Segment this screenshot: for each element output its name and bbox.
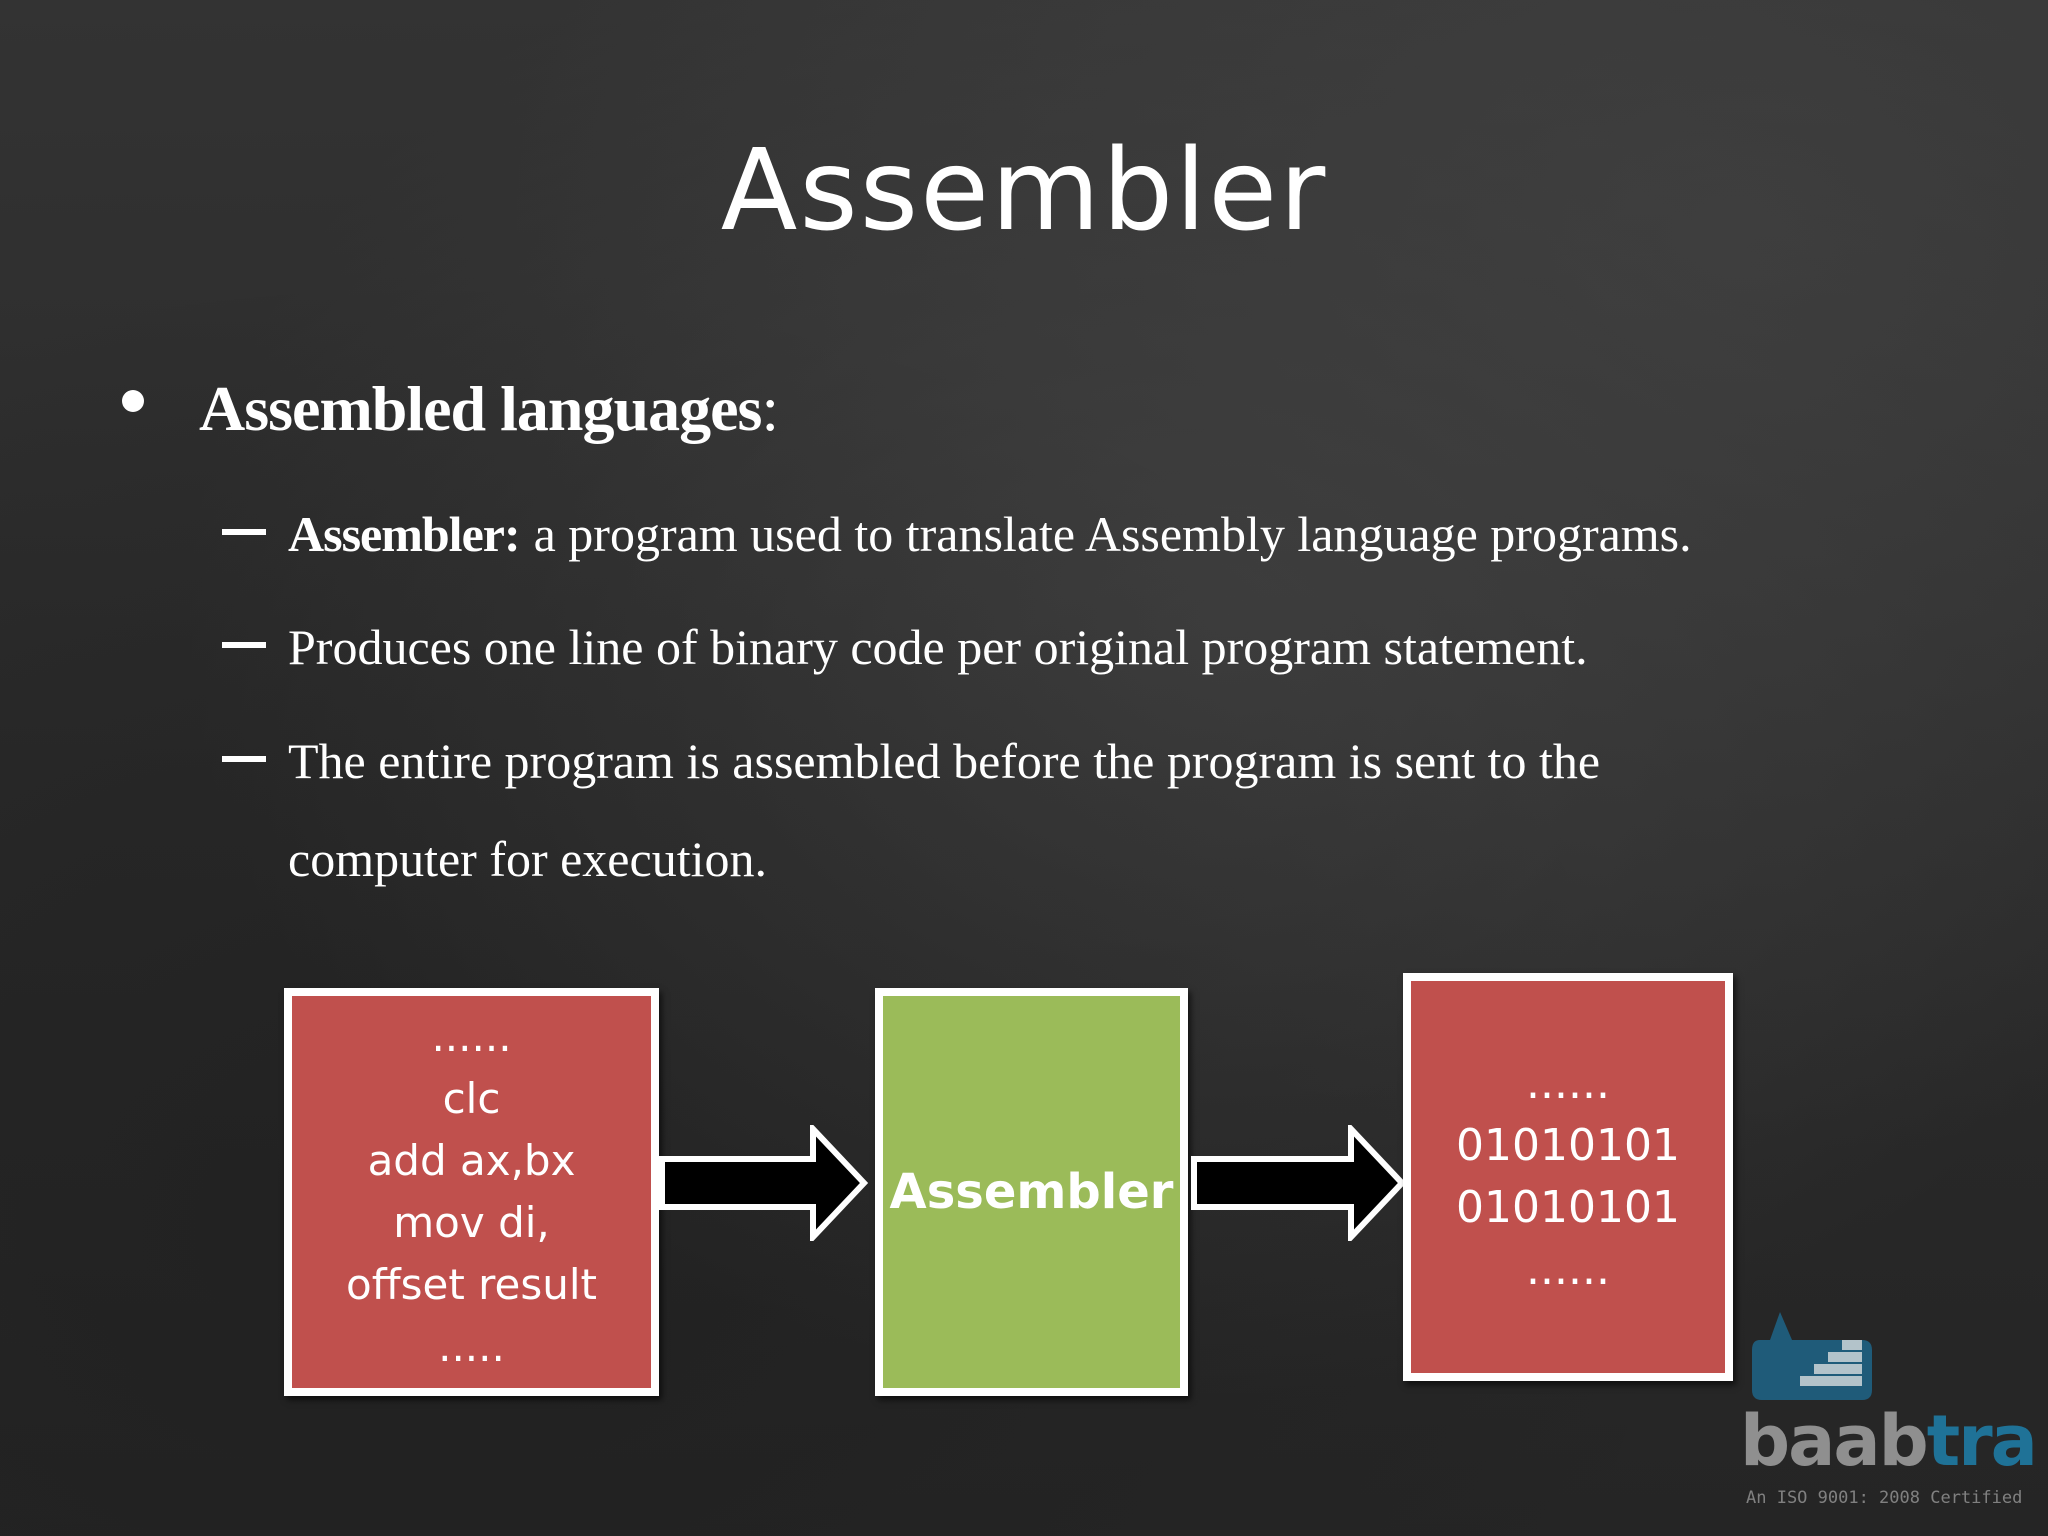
source-line: offset result (346, 1260, 597, 1309)
arrow-right-icon (1190, 1125, 1408, 1241)
output-line: 01010101 (1456, 1182, 1680, 1233)
bullet-label: Assembled languages (199, 373, 762, 444)
source-code-box (284, 988, 659, 1396)
sub-item-text: The entire program is assembled before the program is sent to the (288, 733, 1601, 789)
slide-title: Assembler (720, 126, 1328, 256)
arrow-right-icon (658, 1125, 870, 1241)
sub-item-text: a program used to translate Assembly language programs. (533, 506, 1692, 562)
source-line: mov di, (393, 1198, 550, 1247)
assembler-label: Assembler (889, 1164, 1174, 1220)
binary-output-box (1403, 973, 1733, 1381)
source-line: clc (442, 1074, 501, 1123)
source-line: ...... (431, 1012, 512, 1061)
output-line: ...... (1526, 1244, 1610, 1295)
bullet-assembled-languages (122, 372, 779, 446)
source-line: add ax,bx (367, 1136, 576, 1185)
logo-wordmark (1740, 1400, 2036, 1482)
logo-wordmark-part2: tra (1926, 1400, 2036, 1482)
sub-item-text: Produces one line of binary code per original program statement. (288, 619, 1588, 675)
dash-icon (222, 642, 266, 648)
output-line: ...... (1526, 1058, 1610, 1109)
dash-icon (222, 756, 266, 762)
sub-item-continuation: computer for execution. (288, 831, 767, 887)
logo-wordmark-part1: baab (1740, 1400, 1927, 1482)
sub-item-term: Assembler: (288, 506, 520, 562)
bullet-colon: : (761, 373, 780, 444)
sub-item-entire-program (222, 732, 1600, 790)
logo-tagline: An ISO 9001: 2008 Certified (1746, 1488, 2023, 1508)
bullet-dot-icon (122, 390, 144, 412)
source-line: ..... (438, 1322, 505, 1371)
baabtra-logo (1740, 1300, 2040, 1530)
dash-icon (222, 529, 266, 535)
assembler-box (875, 988, 1188, 1396)
sub-item-assembler-definition (222, 505, 1692, 563)
sub-item-binary-code (222, 618, 1588, 676)
logo-mark-icon (1740, 1300, 2040, 1410)
output-line: 01010101 (1456, 1120, 1680, 1171)
